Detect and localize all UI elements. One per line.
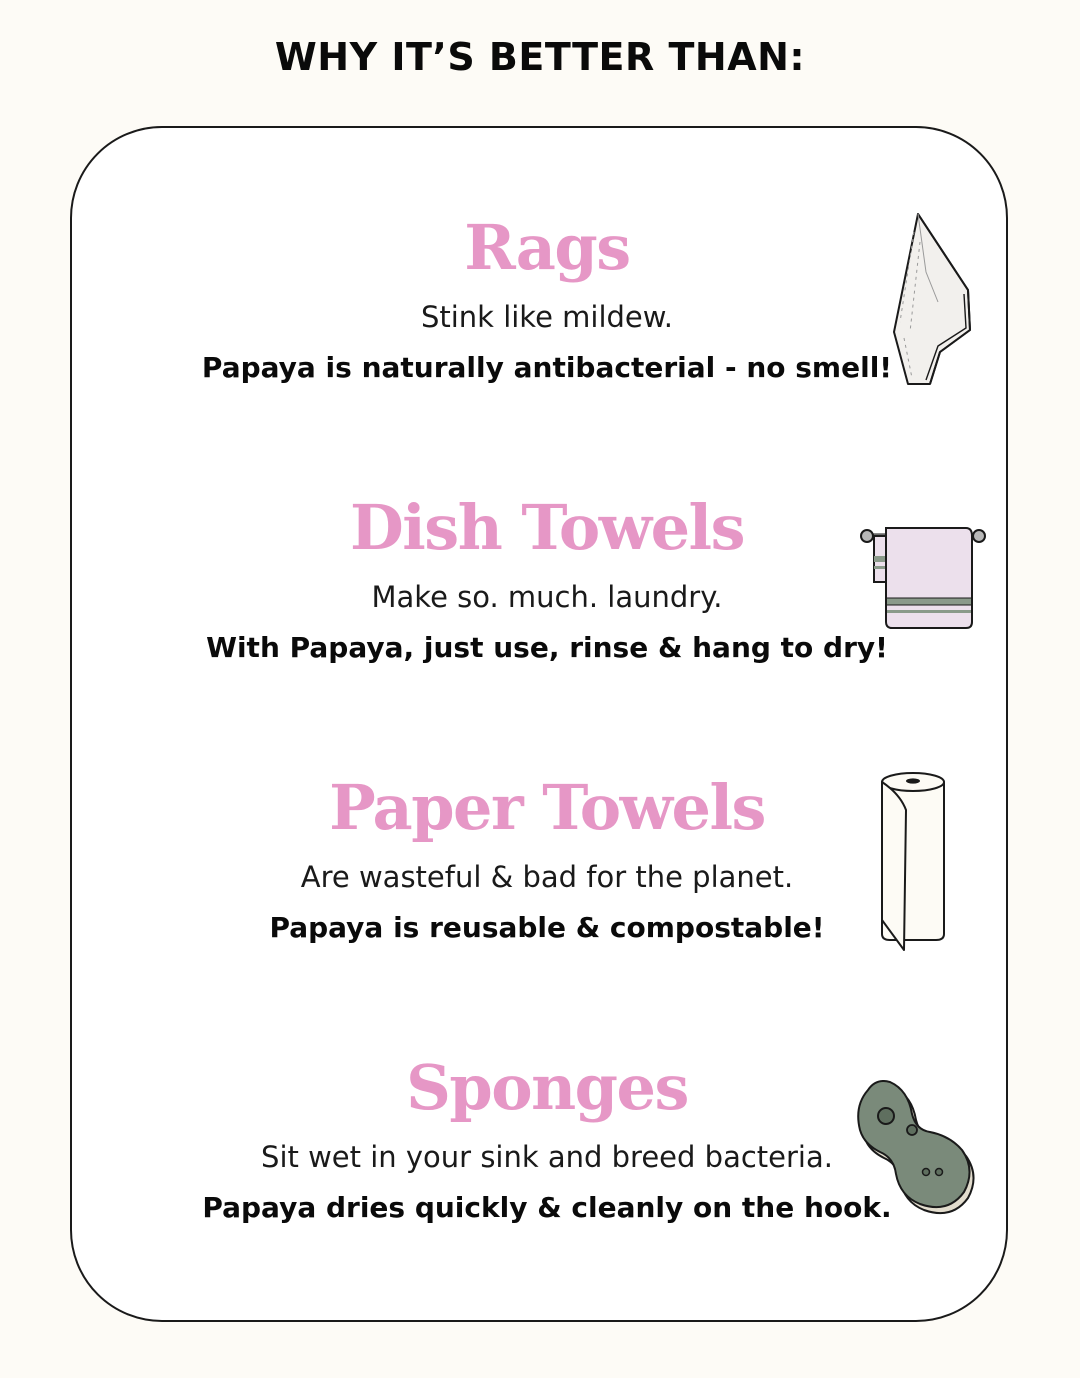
section-title: Paper Towels [329, 771, 765, 844]
section-solution: With Papaya, just use, rinse & hang to dry! [206, 631, 888, 664]
section-solution: Papaya dries quickly & cleanly on the hook. [202, 1191, 892, 1224]
dish-towel-icon [860, 522, 986, 632]
sponge-icon [854, 1080, 984, 1220]
page-title: WHY IT’S BETTER THAN: [274, 35, 806, 79]
paper-towel-roll-icon [878, 770, 948, 952]
section-solution: Papaya is reusable & compostable! [269, 911, 825, 944]
comparison-card [70, 126, 1008, 1322]
section-title: Rags [464, 211, 630, 284]
section-problem: Sit wet in your sink and breed bacteria. [261, 1140, 833, 1174]
section-problem: Are wasteful & bad for the planet. [300, 860, 794, 894]
section-problem: Make so. much. laundry. [371, 580, 723, 614]
rag-icon [890, 212, 980, 392]
section-problem: Stink like mildew. [420, 300, 674, 334]
section-title: Dish Towels [349, 491, 745, 564]
section-solution: Papaya is naturally antibacterial - no smell! [201, 351, 893, 384]
section-paper-towels [72, 772, 1010, 1012]
section-rags [72, 212, 1010, 452]
section-title: Sponges [406, 1051, 688, 1124]
